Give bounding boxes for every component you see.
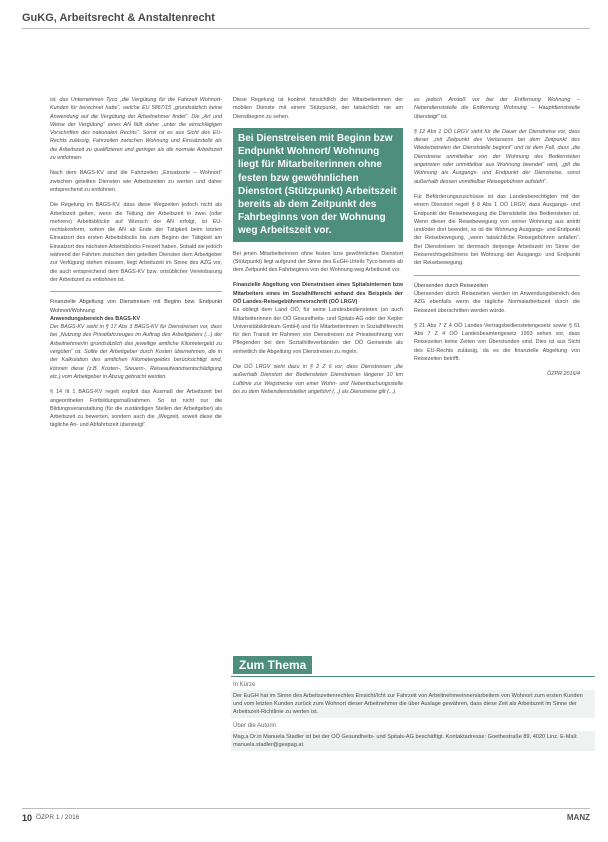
- page-header: [22, 4, 590, 32]
- autorin-body: Mag.a Dr.in Manuela Stadler ist bei der OÖ Gesundheits- und Spitals-AG beschäftigt. Kontaktadresse: Goethestraße 89, 4020 Linz. E-Mail: manuela.stadler@gespag.at.: [231, 731, 595, 751]
- column-middle: [233, 96, 403, 403]
- paragraph: Die Regelung im BAGS-KV, dass diese Wegzeiten jedoch nicht als Arbeitszeit gelten, wenn die Teilung der Arbeitszeit in zwei (oder mehrere) Arbeitsblöcke auf Wunsch der AN erfolgt, ist EU-rechtskonform, sofern die AN ab Ende der Tätigkeit beim letzten Einsatzort des ersten Arbeitsblocks bis zum Beginn der Tätigkeit am Einsatzort des nächsten Arbeitsblocks Freizeit haben. Sobald sie jedoch während der Fahrten zwischen den geteilten Diensten dem Arbeitgeber zur Verfügung stehen müssen, liegt Arbeitszeit im Sinne des AZG vor, die auch entsprechend dem BAGS-KV bzw. ortsüblicher Vereinbarung der Arbeitszeit zu entlohnen ist.: [50, 202, 222, 283]
- zum-thema-title: Zum Thema: [233, 656, 312, 674]
- paragraph: Nach dem BAGS-KV sind die Fahrtzeiten „Einsatzorte – Wohnort“ zwischen geteilten Diensten wie Arbeitszeiten zu werten und daher entsprechend zu entlohnen.: [50, 170, 222, 193]
- paragraph: Übersenden durch Reisezeiten werden im Anwendungsbereich des AZG ebenfalls wenn die tägliche Normalarbeitszeit durch die Reisezeit überschritten werden würde.: [414, 290, 580, 314]
- paragraph: Für Beförderungszuschüsse ist das Landesberechtigten mit der einem Dienstort regelt § 8 Abs 1 OÖ LRGV, dass Ausgangs- und Endpunkt der Reisebewegung die Dienststelle des Bediensteten ist. Wenn dieser die Reisebewegung von seiner Wohnung aus antritt und/oder dort beendet, so ist die Wohnung Ausgangs- und Endpunkt der Reisebewegung, „wenn tatsächliche Reisegebühren anfallen“. Bei Dienstreisen ist demnach derjenige Arbeitszeit im Sinne der Reiserechtsgebührens bei Wohnung der Ausgangs- und Endpunkt der Reisebewegung.: [414, 193, 580, 267]
- paragraph: Der BAGS-KV sieht in § 17 Abs 3 BAGS-KV für Dienstreisen vor, dass bei „Nutzung des Privatfahrzeuges im Auftrag des Arbeitgebers (...) der Arbeitnehmer/in grundsätzlich das jeweilige amtliche Kilometergeld zu vergüten“ ist. Sollte der Arbeitgeber durch Kosten übernehmen, die in der Kalkulation des amtlichen Kilometergeldes berücksichtigt sind, können diese (z.B. Kosten-, Steuern-, Reiseaufwandsentschädigung etc.) vom Arbeitgeber in Abzug gebracht werden.: [50, 324, 222, 380]
- paragraph: ist, das Unternehmen Tyco „die Vergütung für die Fahrzeit Wohnort-Kunden für berechnet hatte“, welche EU 5867/15 „grundsätzlich keine Anwendung auf die Vergütung der Arbeitnehmer findet“. Die „Art und Weise der Vergütung“ eines AN fällt daher „unter die einschlägigen Vorschriften des nationalen Rechts“. Somit ist es aus Sicht des EU-Rechts zulässig, Fahrzeiten zwischen Wohnung und Einsatzstelle als die Arbeitszeit zu qualifizieren und geringer als die normale Arbeitszeit zu entlohnen.: [50, 97, 222, 162]
- signature: ÖZPR 2016/4: [547, 371, 580, 378]
- divider: [50, 291, 222, 292]
- subheading: Anwendungsbereich des BAGS-KV: [50, 315, 141, 322]
- zum-thema-rule: [231, 676, 595, 677]
- header-rule: [22, 28, 590, 29]
- footer-rule: [22, 808, 590, 809]
- paragraph: Bei jenen Mitarbeiterinnen ohne festen bzw gewöhnlichen Dienstort (Stützpunkt) liegt aufgrund der Sinne des EuGH-Urteils Tyco bereits ab dem Zeitpunkt des Fahrbeginns von der Wohnung weg Arbeitszeit vor.: [233, 250, 403, 274]
- zum-thema-box: [231, 656, 595, 826]
- pull-quote-box: Bei Dienstreisen mit Beginn bzw Endpunkt Wohnort/ Wohnung liegt für Mitarbeiterinnen ohne festen bzw gewöhnlichen Dienstort (Stützpunkt) Arbeitszeit bereits ab dem Zeitpunkt des Fahrbeginns von der Wohnung weg Arbeitszeit vor.: [233, 128, 403, 242]
- paragraph: Es obliegt dem Land OÖ, für seine Landesbediensteten (so auch Mitarbeiterinnen der OÖ Gesundheits- und Spitals-AG oder der Kepler Universitätsklinikum GmbH) und für Mitarbeiterinnen in Sozialhilferecht für den Transit im Rahmen von Dienstreisen zur Privatwohnung von Pflegenden bei den Sozialhilfeverbänden der OÖ Gemeinde als einheitlich die Abgeltung von Dienstreisen zu regeln.: [233, 307, 403, 355]
- subheading: Finanzielle Abgeltung von Dienstreisen mit Beginn bzw. Endpunkt Wohnort/Wohnung: [50, 299, 222, 314]
- section-title: GuKG, Arbeitsrecht & Anstaltenrecht: [22, 12, 215, 24]
- autorin-heading: Über die Autorin: [233, 723, 277, 729]
- paragraph: Diese Regelung ist konkret hinsichtlich der Mitarbeiterinnen der mobilen Dienste mit einem Stützpunkt, der tatsächlich nie am Dienstbeginn zu sehen.: [233, 97, 403, 120]
- page-number: 10: [22, 813, 33, 823]
- paragraph: § 21 Abs 7 Z 4 OÖ Landes-Vertragsbedienstetengesetz sowie § 61 Abs 7 Z 4 OÖ Landesbeamtengesetz 1993 sehen vor, dass Reisezeiten keine Zeiten von Überstunden sind. Dies ist aus Sicht des EU-Rechts zulässig, da es die finanzielle Abgeltung von Reisezeiten betrifft.: [414, 322, 580, 363]
- paragraph: § 14 Iit 1 BAGS-KV regelt explizit das Ausmaß der Arbeitszeit bei angeordneten Fortbildungsmaßnahmen. So ist nicht nur die Bildungsveranstaltung (für die zuständigen Stellen der Arbeitgeber) als Arbeitszeit zu bewerten, sondern auch die „Wegzeit, soweit diese die tägliche An- und Abfahrtszeit übersteigt“.: [50, 389, 222, 429]
- subheading: Übersenden durch Reisezeiten: [414, 282, 489, 289]
- journal-reference: ÖZPR 1 / 2016: [36, 814, 80, 821]
- kurze-body: Der EuGH hat im Sinne des Arbeitszeitenrechtes Einsicht/Icht zur Fahrzeit von Arbeitnehmerinnen/arbeitern von Wohnort zum ersten Kunden und vom letzten Kunden zurück zum Wohnort dieser Arbeitnehmer die über Auslage gewähren, dass diese Zeit als Arbeitszeit im Sinne der Arbeitszeit-Richtlinie zu werten ist.: [231, 690, 595, 718]
- publisher-logo: MANZ: [566, 813, 590, 822]
- column-left: [50, 96, 222, 437]
- paragraph: es jedoch Anstoß vor bei der Entfernung Wohnung – Nebendienststelle die Entfernung Wohnung – Hauptdienststelle übersteigt“ ist.: [414, 97, 580, 120]
- divider: [414, 275, 580, 276]
- kurze-heading: In Kürze: [233, 682, 256, 688]
- page-footer: [22, 808, 590, 828]
- column-right: [414, 96, 580, 379]
- paragraph: § 12 Abs 1 OÖ LRGV sieht für die Dauer der Dienstreise vor, dass dieser „mit Zeitpunkt des Verlassens bei dem Zeitpunkt des Wiederbetreten der Dienststelle beginnt“ und ist dem Fall, dass „die Dienstreise unmittelbar von der Wohnung des Bediensteten angetreten oder unmittelbar aus Wohnung beendet“ wird, „gilt die Wohnung als Ausgangs- und Endpunkt der Dienstreise, sonst außerhalb dessen unmittelbar Reisegebühren aufsteht“.: [414, 128, 580, 185]
- paragraph: Die OÖ LRGV sieht dazu in § 2 Z 6 vor, dass Dienstreisen „die außerhalb Dienstort der Bediensteten Dienstreisen längerer 10 km Luftlinie zur Wegstrecke von einer Wohn- und Nebenbuchungsstelle bis zu dem Nebendienststellen angeführt (...) als Dienstreise gilt (...).: [233, 364, 403, 395]
- subheading: Finanzielle Abgeltung von Dienstreisen eines Spitalsinternen bzw Mitarbeiters eines im Sozialhilferecht anhand des Beispiels der OÖ Landes-Reisegebührenvorschrift (OÖ LRGV): [233, 282, 403, 305]
